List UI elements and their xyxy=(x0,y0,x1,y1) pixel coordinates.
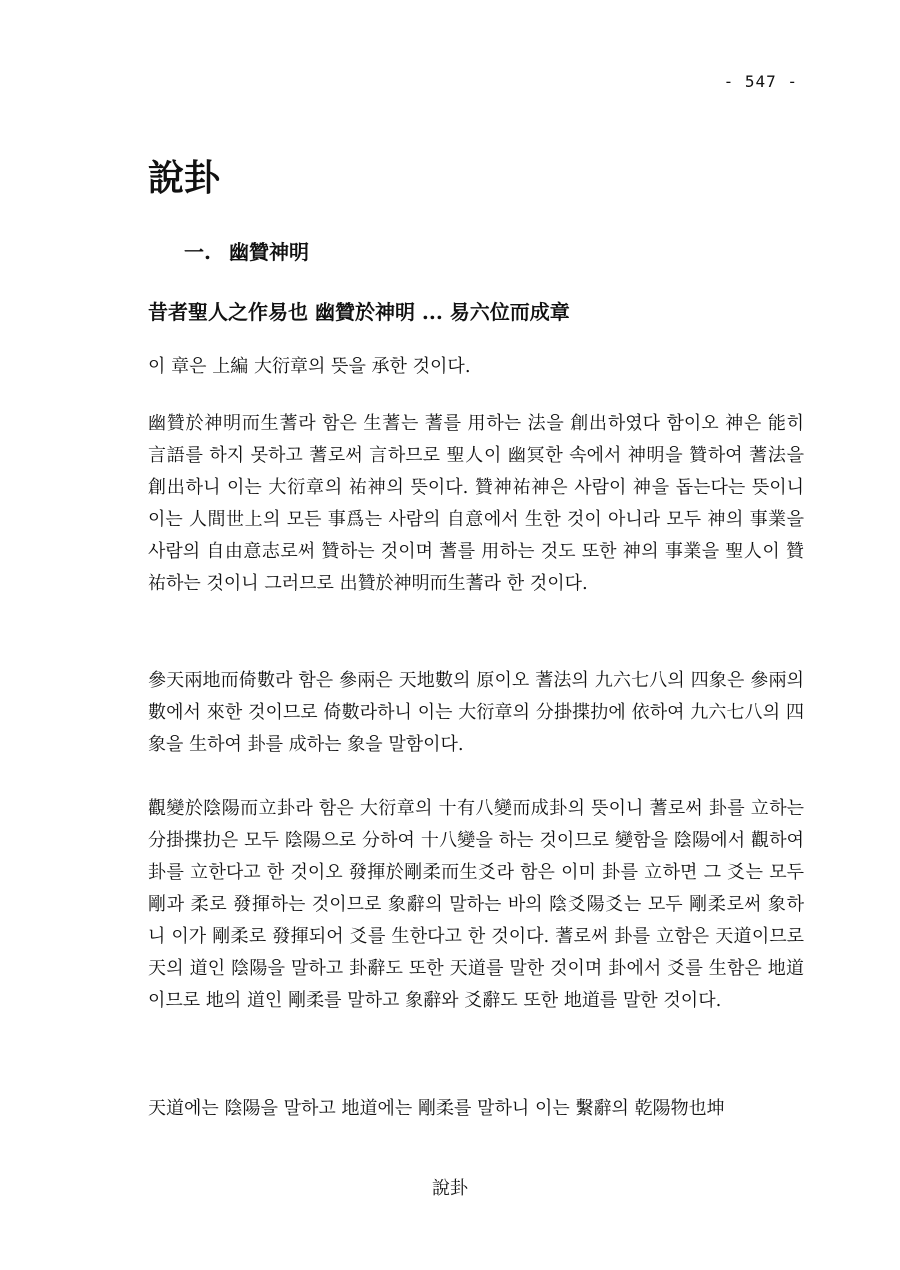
paragraph-4: 觀變於陰陽而立卦라 함은 大衍章의 十有八變而成卦의 뜻이니 蓍로써 卦를 立하는 分掛揲扐은 모두 陰陽으로 分하여 十八變을 하는 것이므로 變함을 陰陽에서 觀하여 卦를 立한다고 한 것이오 發揮於剛柔而生爻라 함은 이미 卦를 立하면 그 爻는 모두 剛과 柔로 發揮하는 것이므로 象辭의 말하는 바의 陰爻陽爻는 모두 剛柔로써 象하니 이가 剛柔로 發揮되어 爻를 生한다고 한 것이다. 蓍로써 卦를 立함은 天道이므로 天의 道인 陰陽을 말하고 卦辭도 또한 天道를 말한 것이며 卦에서 爻를 生함은 地道이므로 地의 道인 剛柔를 말하고 象辭와 爻辭도 또한 地道를 말한 것이다. xyxy=(148,798,804,1011)
paragraph-3: 參天兩地而倚數라 함은 參兩은 天地數의 原이오 蓍法의 九六七八의 四象은 參兩의 數에서 來한 것이므로 倚數라하니 이는 大衍章의 分掛揲扐에 依하여 九六七八의 四象을 生하여 卦를 成하는 象을 말함이다. xyxy=(148,670,804,755)
section-number: 一. xyxy=(184,240,211,264)
chapter-title: 說卦 xyxy=(148,157,221,199)
running-footer: 說卦 xyxy=(432,1178,468,1199)
paragraph-5: 天道에는 陰陽을 말하고 地道에는 剛柔를 말하니 이는 繫辭의 乾陽物也坤 xyxy=(148,1098,725,1119)
section-title: 幽贊神明 xyxy=(228,240,309,264)
page-number: - 547 - xyxy=(723,72,798,91)
quoted-passage: 昔者聖人之作易也 幽贊於神明 ... 易六位而成章 xyxy=(148,300,570,324)
paragraph-2: 幽贊於神明而生蓍라 함은 生蓍는 蓍를 用하는 法을 創出하였다 함이오 神은 能히 言語를 하지 못하고 蓍로써 言하므로 聖人이 幽冥한 속에서 神明을 贊하여 蓍法을 創出하니 이는 大衍章의 祐神의 뜻이다. 贊神祐神은 사람이 神을 돕는다는 뜻이니 이는 人間世上의 모든 事爲는 사람의 自意에서 生한 것이 아니라 모두 神의 事業을 사람의 自由意志로써 贊하는 것이며 蓍를 用하는 것도 또한 神의 事業을 聖人이 贊祐하는 것이니 그러므로 出贊於神明而生蓍라 한 것이다. xyxy=(148,413,804,594)
paragraph-1: 이 章은 上編 大衍章의 뜻을 承한 것이다. xyxy=(148,356,471,377)
section-heading xyxy=(184,236,309,265)
